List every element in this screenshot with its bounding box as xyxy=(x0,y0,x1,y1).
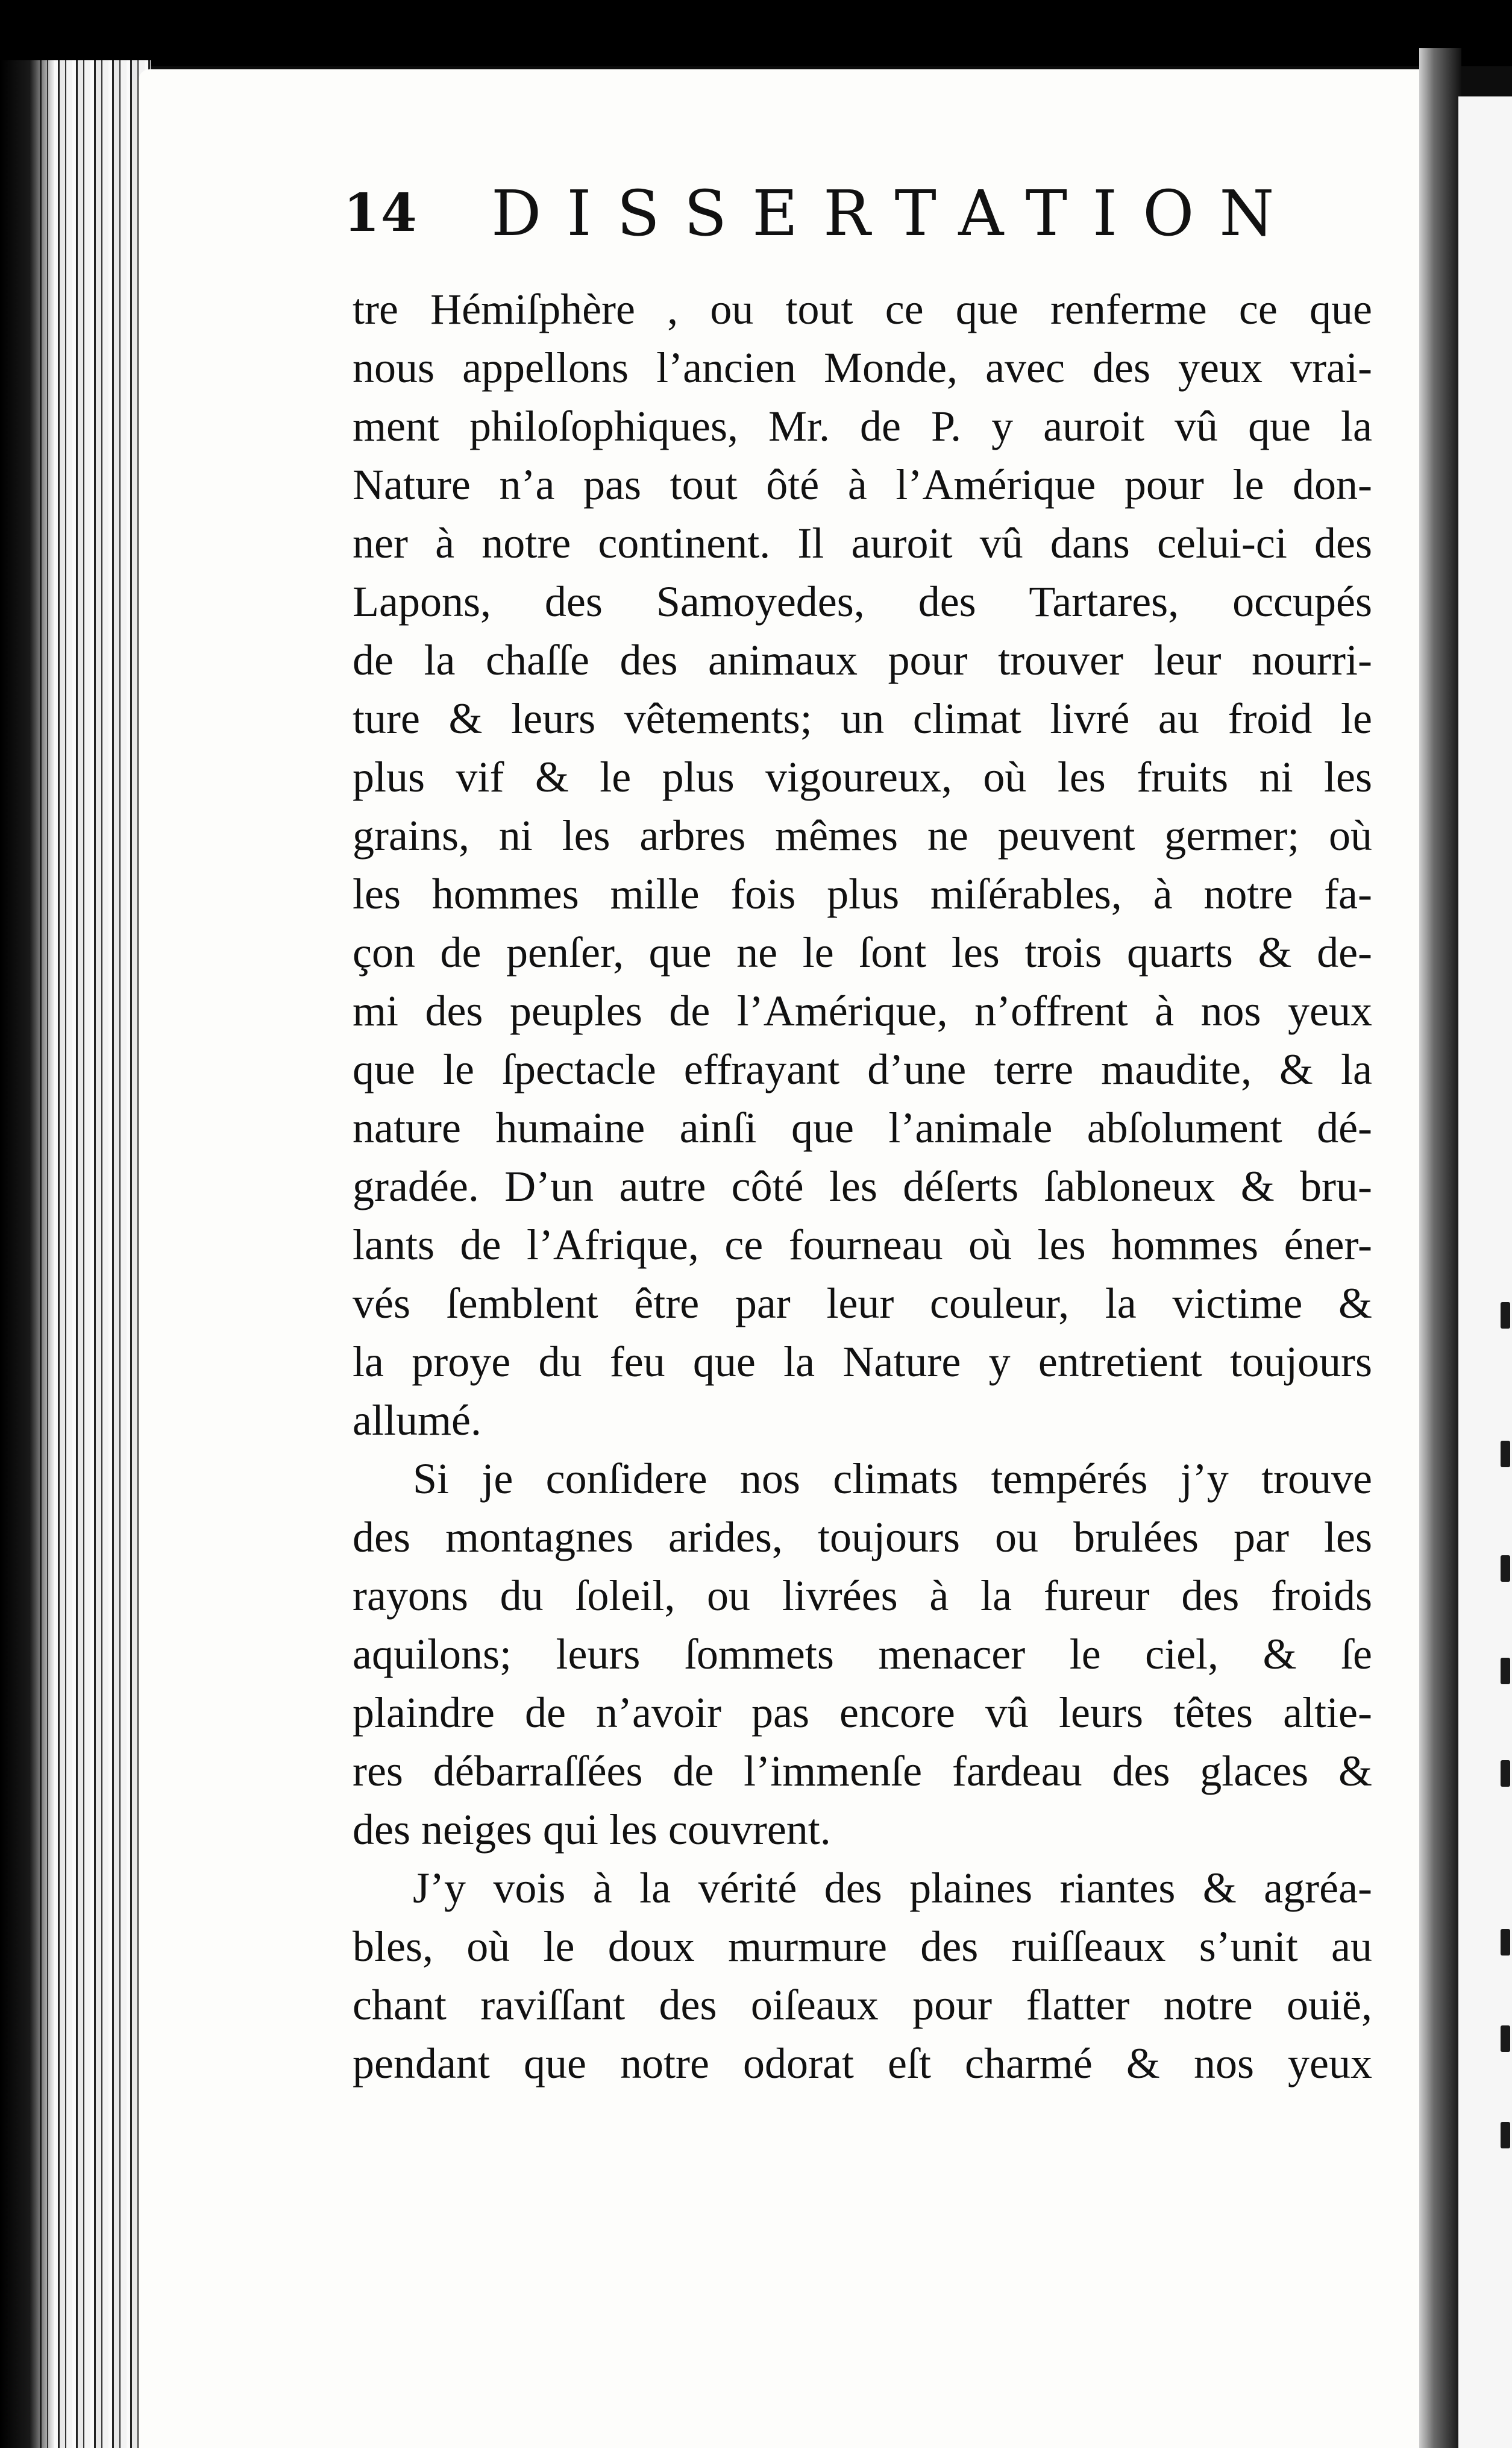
text-line: allumé. xyxy=(353,1396,482,1444)
text-line: çon de penſer, que ne le ſont les trois quarts & de- xyxy=(353,928,1372,977)
text-line: bles, où le doux murmure des ruiſſeaux s’unit au xyxy=(353,1922,1372,1971)
text-line: ner à notre continent. Il auroit vû dans celui-ci des xyxy=(353,519,1372,567)
text-line: chant raviſſant des oiſeaux pour flatter notre ouië, xyxy=(353,1981,1372,2029)
text-line: res débarraſſées de l’immenſe fardeau des glaces & xyxy=(353,1747,1372,1795)
text-line: Lapons, des Samoyedes, des Tartares, occupés xyxy=(353,577,1372,626)
page-number: 14 xyxy=(343,183,418,244)
binding-shadow xyxy=(0,60,54,2448)
adjacent-page-glyph xyxy=(1501,1441,1510,1467)
text-line: que le ſpectacle effrayant d’une terre maudite, & la xyxy=(353,1045,1372,1093)
scan-top-border xyxy=(0,0,1512,66)
adjacent-page-glyph xyxy=(1501,1555,1510,1582)
text-line: de la chaſſe des animaux pour trouver leur nourri- xyxy=(353,636,1372,684)
text-line: vés ſemblent être par leur couleur, la victime & xyxy=(353,1279,1372,1327)
text-line: rayons du ſoleil, ou livrées à la fureur des froids xyxy=(353,1572,1372,1620)
text-line: ment philoſophiques, Mr. de P. y auroit vû que la xyxy=(353,402,1372,450)
body-text xyxy=(353,280,1372,2093)
text-line: lants de l’Afrique, ce fourneau où les hommes éner- xyxy=(353,1221,1372,1269)
adjacent-page-glyph xyxy=(1501,2122,1510,2148)
text-line: mi des peuples de l’Amérique, n’offrent à nos yeux xyxy=(353,987,1372,1035)
text-line: Si je conſidere nos climats tempérés j’y trouve xyxy=(413,1455,1372,1503)
text-line: nous appellons l’ancien Monde, avec des yeux vrai- xyxy=(353,344,1372,392)
adjacent-page-glyph xyxy=(1501,1929,1510,1956)
text-line: aquilons; leurs ſommets menacer le ciel, & ſe xyxy=(353,1630,1372,1678)
text-line: gradée. D’un autre côté les déſerts ſabloneux & bru- xyxy=(353,1162,1372,1210)
paragraph xyxy=(353,1450,1372,1859)
text-line: ture & leurs vêtements; un climat livré au froid le xyxy=(353,694,1372,743)
adjacent-page-sliver xyxy=(1458,96,1512,2448)
adjacent-page-glyph xyxy=(1501,1760,1510,1787)
text-line: tre Hémiſphère , ou tout ce que renferme ce que xyxy=(353,285,1372,333)
paragraph xyxy=(353,1859,1372,2093)
text-line: plaindre de n’avoir pas encore vû leurs têtes altie- xyxy=(353,1688,1372,1737)
text-line: des neiges qui les couvrent. xyxy=(353,1805,831,1854)
running-title: DISSERTATION xyxy=(491,177,1300,250)
paragraph xyxy=(353,280,1372,1450)
text-line: pendant que notre odorat eſt charmé & nos yeux xyxy=(353,2039,1372,2088)
text-line: la proye du feu que la Nature y entretient toujours xyxy=(353,1338,1372,1386)
adjacent-page-glyph xyxy=(1501,2025,1510,2052)
text-line: Nature n’a pas tout ôté à l’Amérique pour le don- xyxy=(353,461,1372,509)
text-line: grains, ni les arbres mêmes ne peuvent germer; où xyxy=(353,811,1372,860)
text-line: J’y vois à la vérité des plaines riantes & agréa- xyxy=(413,1864,1372,1912)
text-line: des montagnes arides, toujours ou brulées par les xyxy=(353,1513,1372,1561)
adjacent-page-glyph xyxy=(1501,1302,1510,1329)
adjacent-page-glyph xyxy=(1501,1658,1510,1684)
page-gutter-shadow xyxy=(1419,48,1461,2448)
text-line: les hommes mille fois plus miſérables, à notre fa- xyxy=(353,870,1372,918)
text-line: plus vif & le plus vigoureux, où les fruits ni les xyxy=(353,753,1372,801)
text-line: nature humaine ainſi que l’animale abſolument dé- xyxy=(353,1104,1372,1152)
running-head xyxy=(343,172,1300,262)
